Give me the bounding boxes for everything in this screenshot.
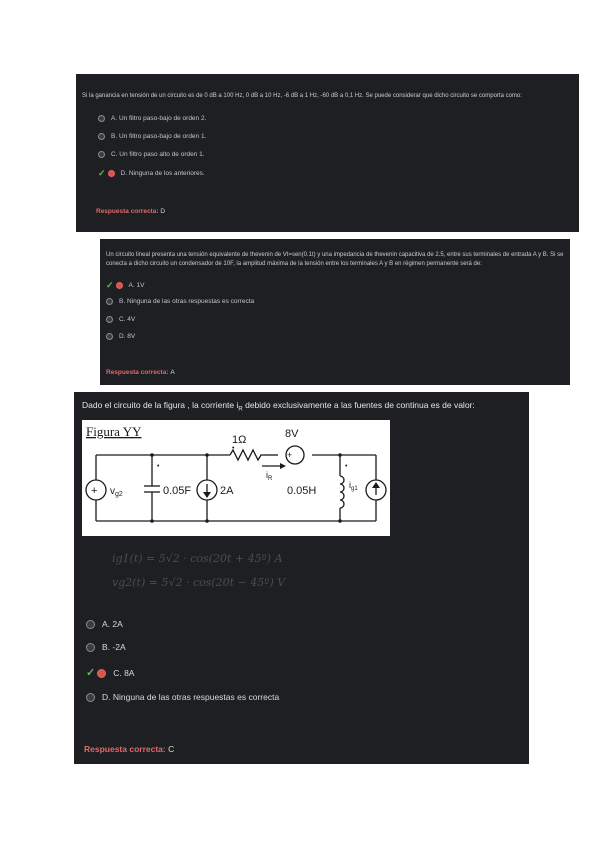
question-2-text: Un circuito lineal presenta una tensión equivalente de thevenin de Vt=sen(0.1t) y una impedancia de thevenin capacitiva de 2.5, entre sus terminales de entrada A y B. Si se conecta a dicho circuito un condensador de 10F, la amplitud máxima de la tensión entre los terminales A y B en régimen permanente será de:: [106, 252, 564, 267]
option-label: B. -2A: [102, 642, 126, 652]
inductor-label: 0.05H: [287, 485, 317, 497]
checkmark-icon: ✓: [98, 168, 106, 178]
option-label: B. Un filtro paso-bajo de orden 1.: [111, 133, 207, 140]
radio-icon[interactable]: [86, 643, 95, 652]
question-1-text: Si la ganancia en tensión de un circuito es de 0 dB a 100 Hz, 0 dB a 10 Hz, -6 dB a 1 Hz, -60 dB a 0,1 Hz. Se puede considerar que dicho circuito se comporta como:: [82, 93, 522, 99]
option-label: C. 8A: [113, 668, 135, 678]
answer-label: Respuesta correcta:: [96, 208, 159, 215]
radio-icon[interactable]: [86, 693, 95, 702]
radio-icon[interactable]: [97, 669, 106, 678]
vg2-plus: +: [91, 485, 98, 497]
answer-value: D: [160, 208, 166, 215]
answer-value: A: [170, 369, 175, 376]
capacitor-label: 0.05F: [163, 485, 192, 497]
question-3-text: [82, 400, 522, 416]
ig1-label: $i_{g1}$: [349, 480, 358, 492]
option-label: A. 2A: [102, 619, 123, 629]
option-label: A. 1V: [128, 282, 145, 289]
polarity-dot: •: [345, 463, 348, 470]
option-a[interactable]: [86, 619, 123, 629]
formula-vg2: vg2(t) = 5√2 · cos(20t − 45º) V: [112, 576, 286, 589]
option-label: C. 4V: [119, 316, 136, 323]
voltage-label: 8V: [285, 428, 299, 440]
option-c[interactable]: [106, 316, 135, 323]
radio-icon[interactable]: [86, 620, 95, 629]
radio-icon[interactable]: [98, 133, 105, 140]
option-label: C. Un filtro paso alto de orden 1.: [111, 151, 205, 158]
radio-icon[interactable]: [98, 151, 105, 158]
radio-icon[interactable]: [106, 333, 113, 340]
answer-label: Respuesta correcta:: [106, 369, 169, 376]
plus-sign: +: [287, 450, 293, 460]
option-label: D. Ninguna de los anteriores.: [120, 170, 205, 177]
option-b[interactable]: [106, 298, 254, 305]
option-d[interactable]: [106, 333, 135, 340]
radio-icon[interactable]: [108, 170, 115, 177]
option-b[interactable]: [98, 133, 206, 140]
answer-value: C: [168, 744, 175, 754]
option-a[interactable]: [106, 282, 144, 289]
option-label: D. 8V: [119, 333, 136, 340]
option-b[interactable]: [86, 642, 126, 652]
current-source-label: 2A: [220, 485, 234, 497]
option-label: D. Ninguna de las otras respuestas es correcta: [102, 692, 280, 702]
option-c[interactable]: [86, 668, 134, 678]
option-c[interactable]: [98, 151, 205, 158]
option-label: B. Ninguna de las otras respuestas es correcta: [119, 298, 255, 305]
resistor-label: 1Ω: [232, 434, 247, 446]
radio-icon[interactable]: [106, 298, 113, 305]
checkmark-icon: ✓: [106, 280, 114, 290]
option-d[interactable]: [98, 170, 205, 177]
radio-icon[interactable]: [98, 115, 105, 122]
question-1-panel: [76, 74, 579, 232]
correct-answer: [106, 369, 175, 376]
correct-answer: [96, 208, 165, 215]
vg2-label: $v_{g2}$: [110, 486, 123, 498]
option-a[interactable]: [98, 115, 206, 122]
polarity-dot: •: [232, 445, 235, 452]
answer-label: Respuesta correcta:: [84, 744, 166, 754]
option-label: A. Un filtro paso-bajo de orden 2.: [111, 115, 207, 122]
checkmark-icon: ✓: [86, 666, 96, 679]
figure-title: Figura YY: [86, 424, 142, 439]
formula-ig1: ig1(t) = 5√2 · cos(20t + 45º) A: [112, 552, 283, 565]
question-3-text-part: Dado el circuito de la figura , la corriente i: [82, 400, 239, 410]
option-d[interactable]: [86, 692, 279, 702]
question-2-panel: [100, 239, 570, 385]
radio-icon[interactable]: [106, 316, 113, 323]
radio-icon[interactable]: [116, 282, 123, 289]
circuit-figure: [82, 420, 390, 536]
correct-answer: [84, 744, 174, 754]
polarity-dot: •: [157, 463, 160, 470]
question-3-panel: [74, 392, 529, 764]
question-3-text-rest: debido exclusivamente a las fuentes de continua es de valor:: [242, 400, 475, 410]
question-3-text-sub: R: [238, 406, 243, 413]
circuit-diagram: [82, 420, 390, 536]
ir-label: $i_R$: [266, 470, 273, 482]
